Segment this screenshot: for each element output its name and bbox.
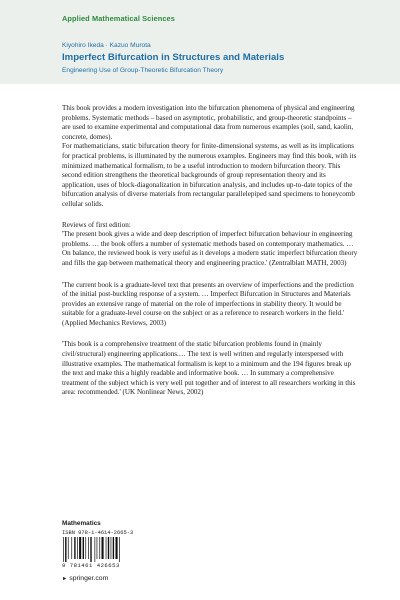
authors: Kiyohiro Ikeda · Kazuo Murota — [62, 42, 151, 49]
barcode-icon — [62, 537, 128, 562]
book-title: Imperfect Bifurcation in Structures and Materials — [62, 52, 285, 63]
isbn-barcode — [62, 530, 134, 570]
reviews-heading: Reviews of first edition: — [62, 220, 131, 229]
review-3: 'This book is a comprehensive treatment of the static bifurcation problems found in (mainly civil/structural) engineering applications.… The text is well written and regularly interspersed with illustrative examples. The mathematical formalism is kept to a minimum and the 194 figures break up the text and make this a highly readable and informative book. … In summary a comprehensive treatment of the subject which is very well put together and of interest to all researchers working in this area: recommended.' (UK Nonlinear News, 2002) — [62, 340, 356, 397]
series-name: Applied Mathematical Sciences — [62, 14, 175, 23]
body-text — [62, 104, 360, 398]
publisher-url: springer.com — [69, 575, 109, 582]
description-paragraph-2: For mathematicians, static bifurcation theory for finite-dimensional systems, as well as its implications for practical problems, is illuminated by the numerous examples. Engineers may find this book, with its minimized mathematical formalism, to be a useful introduction to modern bifurcation theory. This second edition strengthens the theoretical backgrounds of group representation theory and its application, uses of block-diagonalization in bifurcation analysis, and includes up-to-date topics of the bifurcation analysis of diverse materials from rectangular parallelepiped sand specimens to honeycomb cellular solids. — [62, 142, 357, 208]
description-paragraph-1: This book provides a modern investigation into the bifurcation phenomena of physical and engineering problems. Systematic methods – based on asymptotic, probabilistic, and group-theoretic standpoints – are used to examine experimental and computational data from numerous examples (soil, sand, kaolin, concrete, domes). — [62, 104, 355, 141]
barcode-digits: 9 781461 426653 — [62, 562, 120, 569]
review-1: 'The present book gives a wide and deep description of imperfect bifurcation behaviour in engineering problems. … the book offers a number of systematic methods based on contemporary mathematics. … On balance, the reviewed book is very useful as it develops a modern static imperfect bifurcation theory and fills the gap between mathematical theory and engineering practice.' (Zentralblatt MATH, 2003) — [62, 230, 358, 267]
isbn-text: ISBN 978-1-4614-2665-3 — [62, 530, 134, 536]
review-2: 'The current book is a graduate-level text that presents an overview of imperfections and the prediction of the initial post-buckling response of a system. … Imperfect Bifurcation in Structures and Materials provides an extensive range of material on the role of imperfections in stability theory. It would be suitable for a graduate-level course on the subject or as a reference to research workers in the field.' (Applied Mechanics Reviews, 2003) — [62, 280, 354, 327]
book-subtitle: Engineering Use of Group-Theoretic Bifurcation Theory — [62, 67, 224, 74]
arrow-icon: ► — [62, 576, 68, 582]
subject-label: Mathematics — [62, 520, 101, 527]
publisher-link[interactable] — [62, 575, 108, 582]
